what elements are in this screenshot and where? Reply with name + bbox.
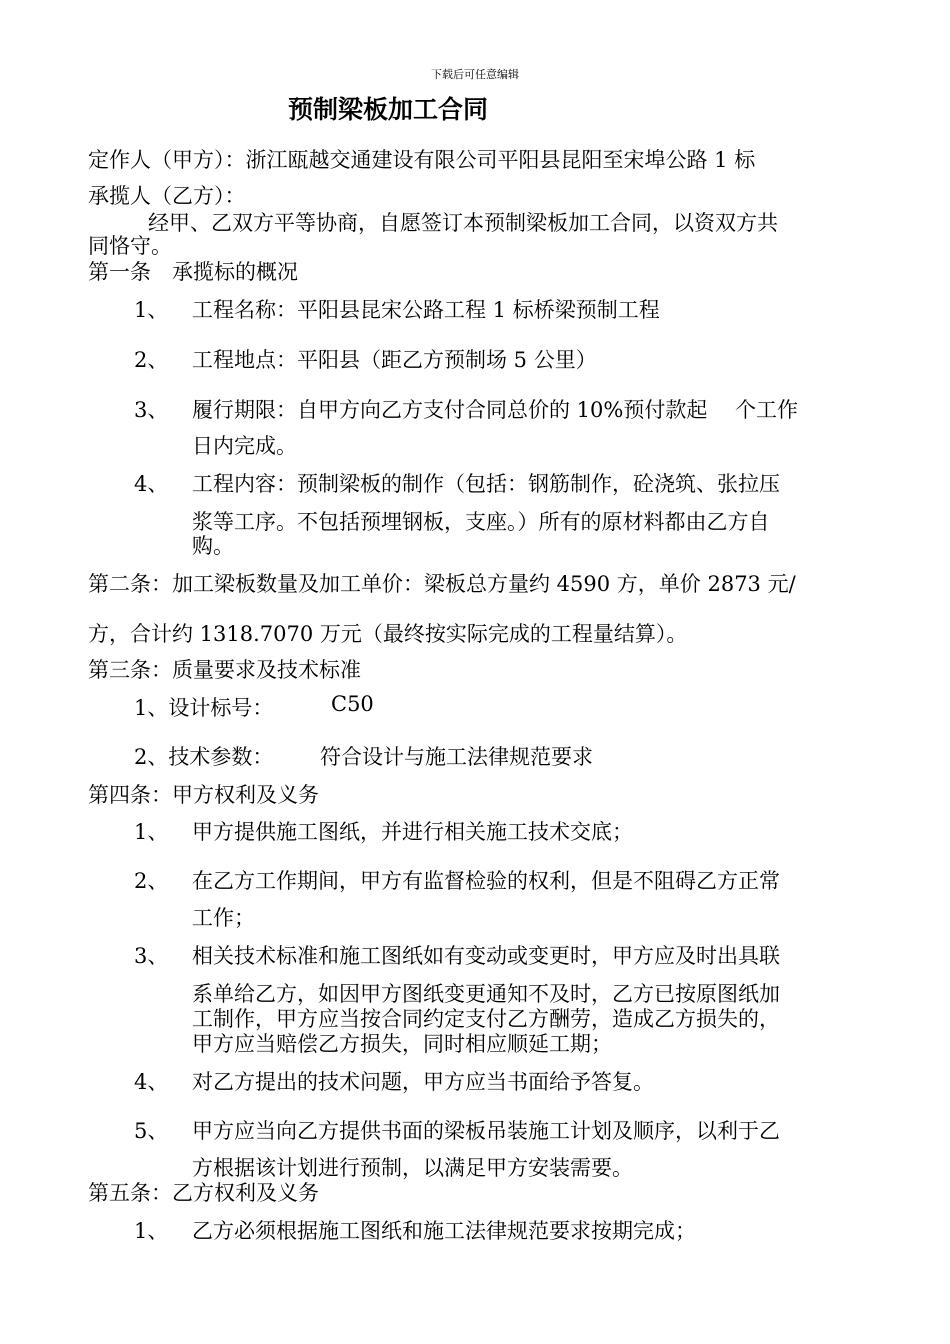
article-5-heading: 第五条：乙方权利及义务 xyxy=(88,1181,319,1205)
art1-item-4-number: 4、 xyxy=(134,472,169,496)
article-4-heading: 第四条：甲方权利及义务 xyxy=(88,783,319,807)
intro-line-1: 经甲、乙双方平等协商，自愿签订本预制梁板加工合同，以资双方共 xyxy=(148,211,778,235)
article-1-heading: 第一条 承揽标的概况 xyxy=(88,260,298,284)
art4-item-5-line-2: 方根据该计划进行预制，以满足甲方安装需要。 xyxy=(192,1156,633,1180)
art4-item-1-line-1: 甲方提供施工图纸，并进行相关施工技术交底； xyxy=(192,820,633,844)
tech-params-value: 符合设计与施工法律规范要求 xyxy=(320,745,593,769)
party-b-line: 承揽人（乙方）： xyxy=(88,184,246,208)
article-3-heading: 第三条：质量要求及技术标准 xyxy=(88,658,361,682)
article-2-line-2: 方，合计约 1318.7070 万元（最终按实际完成的工程量结算）。 xyxy=(88,622,688,646)
art1-item-2-number: 2、 xyxy=(134,348,169,372)
art4-item-4-line-1: 对乙方提出的技术问题，甲方应当书面给予答复。 xyxy=(192,1070,654,1094)
art5-item-1-number: 1、 xyxy=(134,1219,169,1243)
tech-params-label: 2、技术参数： xyxy=(134,745,274,769)
intro-line-2: 同恪守。 xyxy=(88,234,172,258)
art1-item-2-line-1: 工程地点：平阳县（距乙方预制场 5 公里） xyxy=(192,348,597,372)
art4-item-5-number: 5、 xyxy=(134,1119,169,1143)
art1-item-1-number: 1、 xyxy=(134,298,169,322)
art1-item-3-line-2: 日内完成。 xyxy=(192,434,297,458)
art1-item-3-line-1: 履行期限：自甲方向乙方支付合同总价的 10%预付款起 个工作 xyxy=(192,398,799,422)
header-note: 下载后可任意编辑 xyxy=(431,68,519,81)
design-grade-value: C50 xyxy=(331,692,374,716)
art1-item-4-line-1: 工程内容：预制梁板的制作（包括：钢筋制作，砼浇筑、张拉压 xyxy=(192,472,780,496)
art4-item-2-line-2: 工作； xyxy=(192,906,255,930)
art4-item-4-number: 4、 xyxy=(134,1070,169,1094)
art4-item-5-line-1: 甲方应当向乙方提供书面的梁板吊装施工计划及顺序，以利于乙 xyxy=(192,1119,780,1143)
art4-item-3-line-2: 系单给乙方，如因甲方图纸变更通知不及时，乙方已按原图纸加 xyxy=(192,982,780,1006)
art4-item-1-number: 1、 xyxy=(134,820,169,844)
article-2-line-1: 第二条：加工梁板数量及加工单价：梁板总方量约 4590 方，单价 2873 元/ xyxy=(88,572,796,596)
art4-item-3-line-1: 相关技术标准和施工图纸如有变动或变更时，甲方应及时出具联 xyxy=(192,944,780,968)
design-grade-label: 1、设计标号： xyxy=(134,696,274,720)
art4-item-3-number: 3、 xyxy=(134,944,169,968)
art5-item-1-line-1: 乙方必须根据施工图纸和施工法律规范要求按期完成； xyxy=(192,1219,696,1243)
art1-item-4-line-2: 浆等工序。不包括预埋钢板，支座。）所有的原材料都由乙方自 xyxy=(192,510,770,534)
art4-item-3-line-3: 工制作，甲方应当按合同约定支付乙方酬劳，造成乙方损失的， xyxy=(192,1007,780,1031)
art4-item-2-number: 2、 xyxy=(134,869,169,893)
art1-item-1-line-1: 工程名称：平阳县昆宋公路工程 1 标桥梁预制工程 xyxy=(192,298,660,322)
document-title: 预制梁板加工合同 xyxy=(288,95,489,124)
art4-item-2-line-1: 在乙方工作期间，甲方有监督检验的权利，但是不阻碍乙方正常 xyxy=(192,869,780,893)
art1-item-3-number: 3、 xyxy=(134,398,169,422)
party-a-line: 定作人（甲方）：浙江瓯越交通建设有限公司平阳县昆阳至宋埠公路 1 标 xyxy=(88,148,756,172)
art1-item-4-line-3: 购。 xyxy=(192,534,234,558)
art4-item-3-line-4: 甲方应当赔偿乙方损失，同时相应顺延工期； xyxy=(192,1032,612,1056)
